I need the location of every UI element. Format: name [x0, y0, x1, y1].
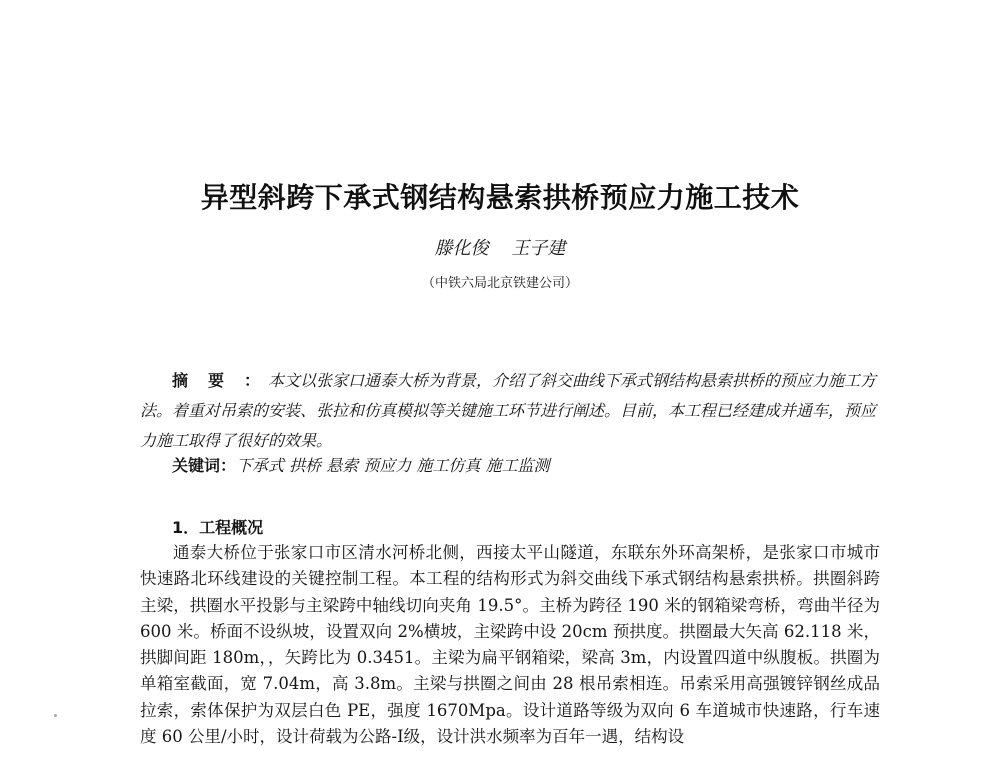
abstract-text: 本文以张家口通泰大桥为背景，介绍了斜交曲线下承式钢结构悬索拱桥的预应力施工方法。着重对吊索的安装、张拉和仿真模拟等关键施工环节进行阐述。目前，本工程已经建成并通车，预应力施工取得了很好的效果。 — [140, 371, 877, 450]
abstract-label: 摘要： — [172, 371, 281, 390]
keywords-text: 下承式 拱桥 悬索 预应力 施工仿真 施工监测 — [236, 456, 550, 475]
paper-title: 异型斜跨下承式钢结构悬索拱桥预应力施工技术 — [200, 181, 800, 214]
scan-artifact-dot — [54, 714, 57, 717]
author-list: 滕化俊 王子建 — [434, 238, 566, 259]
section-1-paragraph: 通泰大桥位于张家口市区清水河桥北侧，西接太平山隧道，东联东外环高架桥，是张家口市城市快速路北环线建设的关键控制工程。本工程的结构形式为斜交曲线下承式钢结构悬索拱桥。拱圈斜跨主梁，拱圈水平投影与主梁跨中轴线切向夹角 19.5°。主桥为跨径 190 米的钢箱梁弯桥，弯曲半径为 600 米。桥面不设纵坡，设置双向 2%横坡，主梁跨中设 20cm 预拱度。拱圈最大矢高 62.118 米，拱脚间距 180m，，矢跨比为 0.3451。主梁为扁平钢箱梁，梁高 3m，内设置四道中纵腹板。拱圈为单箱室截面，宽 7.04m，高 3.8m。主梁与拱圈之间由 28 根吊索相连。吊索采用高强镀锌钢丝成品拉索，索体保护为双层白色 PE，强度 1670Mpa。设计道路等级为双向 6 车道城市快速路，行车速度 60 公里/小时，设计荷载为公路-Ⅰ级，设计洪水频率为百年一遇，结构设 — [140, 543, 880, 747]
keywords — [172, 455, 872, 477]
keywords-label: 关键词： — [172, 456, 237, 475]
abstract — [140, 366, 880, 456]
author-affiliation: （中铁六局北京铁建公司） — [421, 276, 578, 291]
section-heading-1: 1．工程概况 — [172, 518, 264, 537]
